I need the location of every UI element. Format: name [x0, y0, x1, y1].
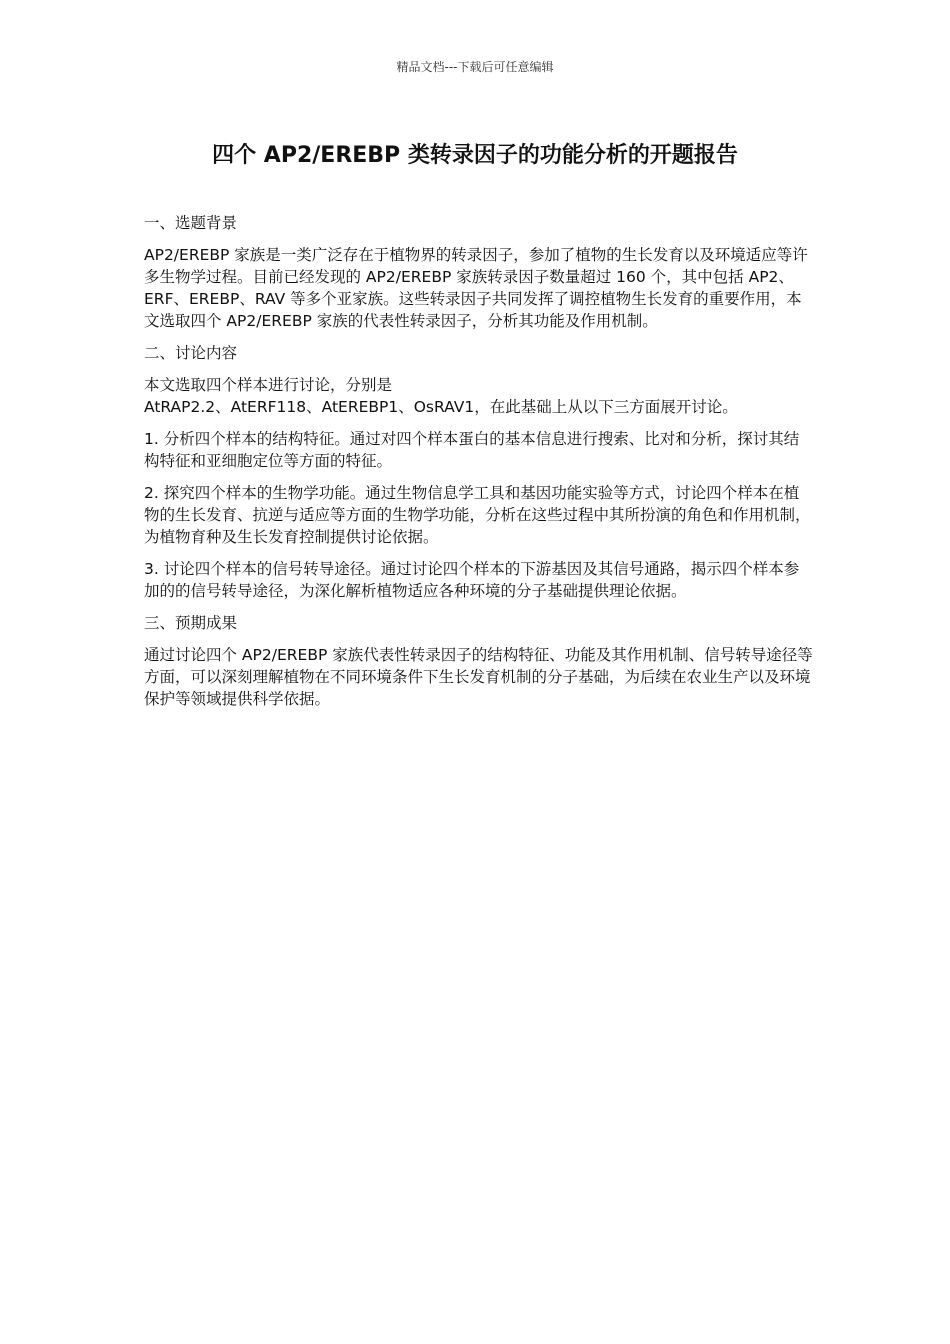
page-header: 精品文档---下载后可任意编辑 — [396, 60, 554, 74]
section-heading-content: 二、讨论内容 — [144, 344, 238, 362]
content-item-1: 1. 分析四个样本的结构特征。通过对四个样本蛋白的基本信息进行搜索、比对和分析，探讨其结构特征和亚细胞定位等方面的特征。 — [144, 430, 800, 470]
document-body — [144, 212, 814, 720]
content-item-3: 3. 讨论四个样本的信号转导途径。通过讨论四个样本的下游基因及其信号通路，揭示四个样本参加的的信号转导途径，为深化解析植物适应各种环境的分子基础提供理论依据。 — [144, 560, 800, 600]
content-intro-line1: 本文选取四个样本进行讨论，分别是 — [144, 376, 393, 394]
content-intro — [144, 374, 814, 418]
content-intro-line2: AtRAP2.2、AtERF118、AtEREBP1、OsRAV1，在此基础上从以下三方面展开讨论。 — [144, 398, 738, 416]
outcomes-paragraph: 通过讨论四个 AP2/EREBP 家族代表性转录因子的结构特征、功能及其作用机制、信号转导途径等方面，可以深刻理解植物在不同环境条件下生长发育机制的分子基础，为后续在农业生产以及环境保护等领域提供科学依据。 — [144, 646, 813, 708]
document-title: 四个 AP2/EREBP 类转录因子的功能分析的开题报告 — [212, 143, 738, 168]
section-heading-background: 一、选题背景 — [144, 214, 238, 232]
section-heading-outcomes: 三、预期成果 — [144, 614, 238, 632]
background-paragraph: AP2/EREBP 家族是一类广泛存在于植物界的转录因子，参加了植物的生长发育以及环境适应等许多生物学过程。目前已经发现的 AP2/EREBP 家族转录因子数量超过 160 个，其中包括 AP2、ERF、EREBP、RAV 等多个亚家族。这些转录因子共同发挥了调控植物生长发育的重要作用，本文选取四个 AP2/EREBP 家族的代表性转录因子，分析其功能及作用机制。 — [144, 246, 808, 330]
content-item-2: 2. 探究四个样本的生物学功能。通过生物信息学工具和基因功能实验等方式，讨论四个样本在植物的生长发育、抗逆与适应等方面的生物学功能，分析在这些过程中其所扮演的角色和作用机制，为植物育种及生长发育控制提供讨论依据。 — [144, 484, 811, 546]
